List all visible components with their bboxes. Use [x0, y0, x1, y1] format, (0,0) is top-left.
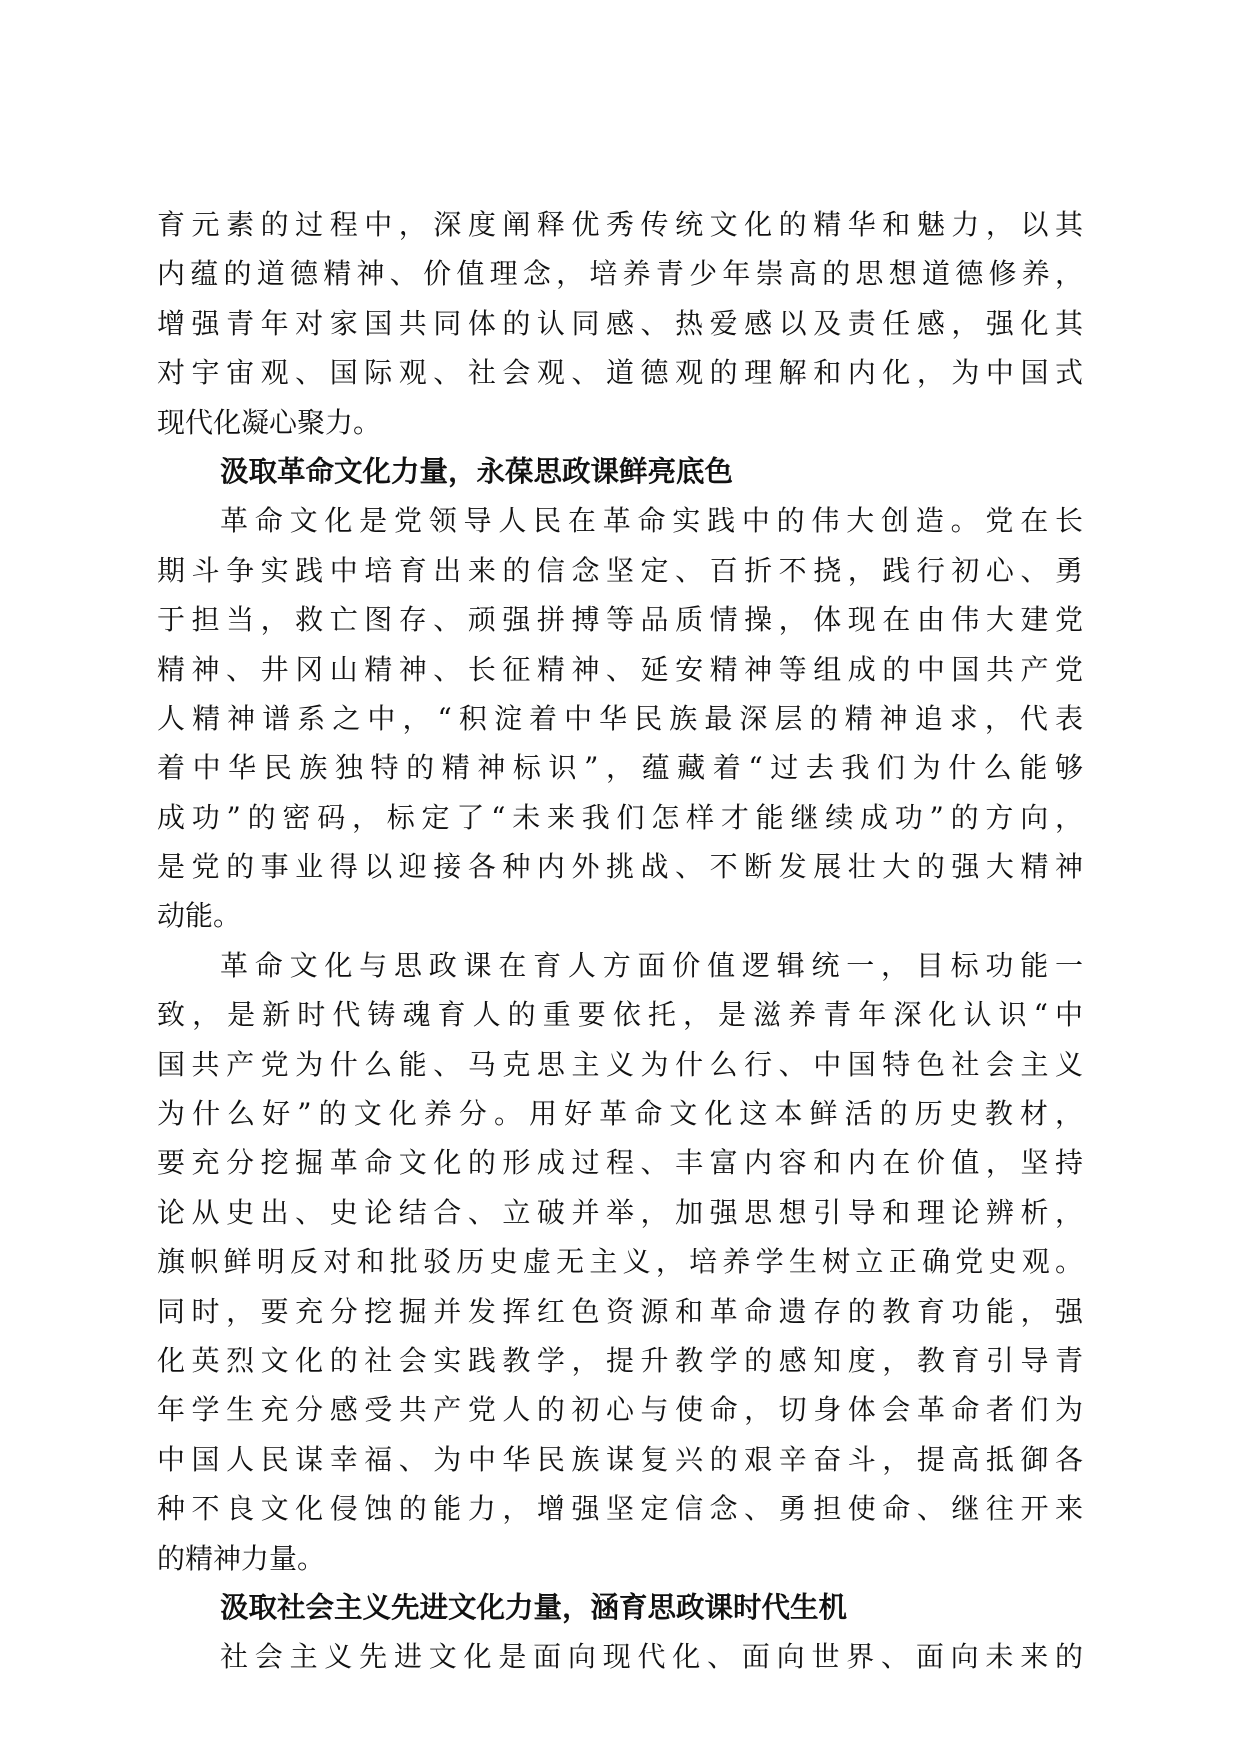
text-line: 为什么好”的文化养分。用好革命文化这本鲜活的历史教材， [157, 1097, 1083, 1131]
text-line: 对宇宙观、国际观、社会观、道德观的理解和内化，为中国式 [157, 356, 1083, 390]
text-line: 化英烈文化的社会实践教学，提升教学的感知度，教育引导青 [157, 1343, 1083, 1377]
text-line: 是党的事业得以迎接各种内外挑战、不断发展壮大的强大精神 [157, 850, 1083, 884]
text-line: 精神、井冈山精神、长征精神、延安精神等组成的中国共产党 [157, 652, 1083, 686]
text-line: 年学生充分感受共产党人的初心与使命，切身体会革命者们为 [157, 1393, 1083, 1427]
section-heading: 汲取社会主义先进文化力量，涵育思政课时代生机 [220, 1590, 848, 1624]
text-line: 内蕴的道德精神、价值理念，培养青少年崇高的思想道德修养， [157, 257, 1083, 291]
text-line: 论从史出、史论结合、立破并举，加强思想引导和理论辨析， [157, 1195, 1083, 1229]
text-line: 同时，要充分挖掘并发挥红色资源和革命遗存的教育功能，强 [157, 1294, 1083, 1328]
text-line: 革命文化与思政课在育人方面价值逻辑统一，目标功能一 [220, 948, 1083, 982]
text-line: 要充分挖掘革命文化的形成过程、丰富内容和内在价值，坚持 [157, 1146, 1083, 1180]
text-line: 革命文化是党领导人民在革命实践中的伟大创造。党在长 [220, 504, 1083, 538]
text-line: 动能。 [157, 899, 242, 933]
text-line: 种不良文化侵蚀的能力，增强坚定信念、勇担使命、继往开来 [157, 1492, 1083, 1526]
text-line: 现代化凝心聚力。 [157, 405, 382, 439]
text-line: 社会主义先进文化是面向现代化、面向世界、面向未来的 [220, 1640, 1083, 1674]
text-line: 致，是新时代铸魂育人的重要依托，是滋养青年深化认识“中 [157, 998, 1083, 1032]
text-line: 于担当，救亡图存、顽强拼搏等品质情操，体现在由伟大建党 [157, 603, 1083, 637]
text-line: 期斗争实践中培育出来的信念坚定、百折不挠，践行初心、勇 [157, 553, 1083, 587]
text-line: 国共产党为什么能、马克思主义为什么行、中国特色社会主义 [157, 1047, 1083, 1081]
text-line: 人精神谱系之中，“积淀着中华民族最深层的精神追求，代表 [157, 701, 1083, 735]
text-line: 的精神力量。 [157, 1541, 326, 1575]
section-heading: 汲取革命文化力量，永葆思政课鲜亮底色 [220, 454, 734, 488]
article-body [157, 200, 1083, 1682]
text-line: 成功”的密码，标定了“未来我们怎样才能继续成功”的方向， [157, 800, 1083, 834]
text-line: 旗帜鲜明反对和批驳历史虚无主义，培养学生树立正确党史观。 [157, 1245, 1083, 1279]
text-line: 着中华民族独特的精神标识”，蕴藏着“过去我们为什么能够 [157, 751, 1083, 785]
text-line: 中国人民谋幸福、为中华民族谋复兴的艰辛奋斗，提高抵御各 [157, 1442, 1083, 1476]
text-line: 增强青年对家国共同体的认同感、热爱感以及责任感，强化其 [157, 306, 1083, 340]
text-line: 育元素的过程中，深度阐释优秀传统文化的精华和魅力，以其 [157, 208, 1083, 241]
